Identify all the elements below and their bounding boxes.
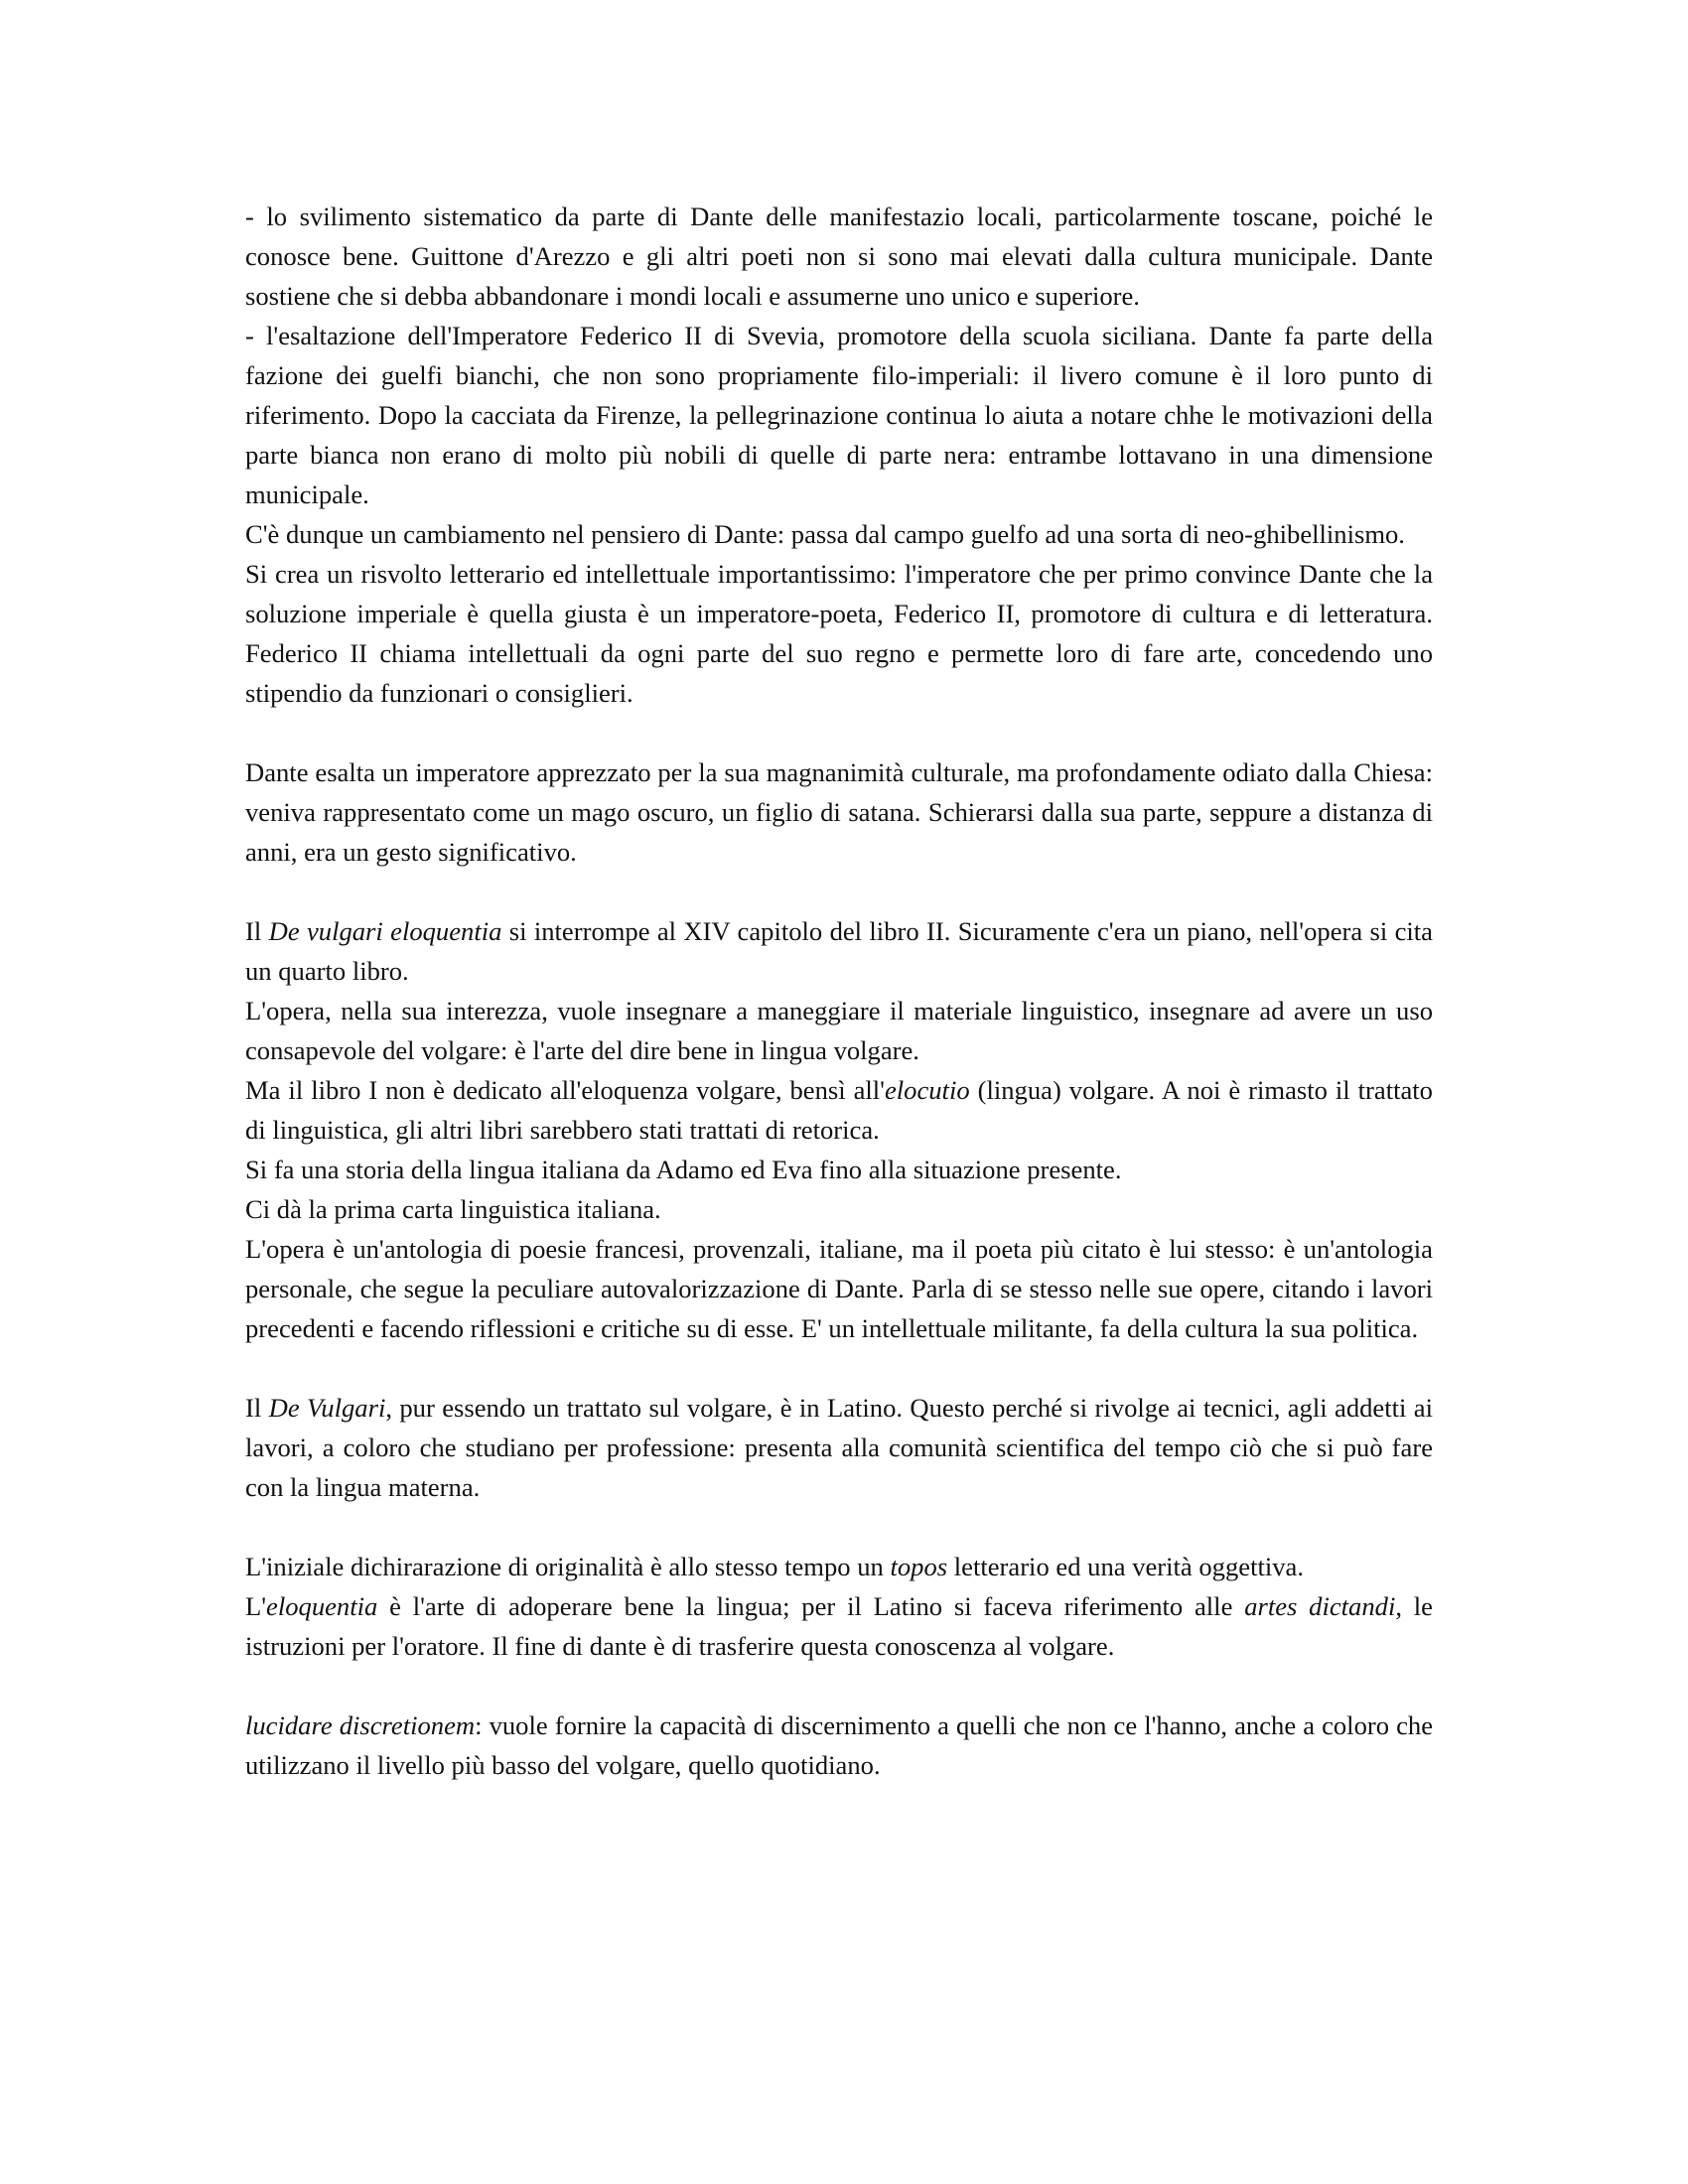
text-run: L' — [245, 1591, 267, 1621]
paragraph — [245, 1229, 1433, 1348]
paragraph — [245, 752, 1433, 872]
paragraph — [245, 554, 1433, 713]
italic-text-run: eloquentia — [266, 1591, 378, 1621]
paragraph — [245, 1189, 1433, 1229]
text-run: - l'esaltazione dell'Imperatore Federico II di Svevia, promotore della scuola siciliana. Dante fa parte della fazione dei guelfi bianchi, che non sono propriamente filo-imperiali: il livero comune è il loro punto di riferimento. Dopo la cacciata da Firenze, la pellegrinazione continua lo aiuta a notare chhe le motivazioni della parte bianca non erano di molto più nobili di quelle di parte nera: entrambe lottavano in una dimensione municipale. — [245, 321, 1433, 509]
paragraph-gap — [245, 1666, 1433, 1706]
text-run: Ma il libro I non è dedicato all'eloquenza volgare, bensì all' — [245, 1075, 885, 1105]
paragraph-gap — [245, 713, 1433, 752]
paragraph — [245, 1070, 1433, 1150]
text-run: L'opera è un'antologia di poesie francesi, provenzali, italiane, ma il poeta più citato è lui stesso: è un'antologia personale, che segue la peculiare autovalorizzazione di Dante. Parla di se stesso nelle sue opere, citando i lavori precedenti e facendo riflessioni e critiche su di esse. E' un intellettuale militante, fa della cultura la sua politica. — [245, 1234, 1433, 1343]
text-run: Il — [245, 916, 269, 946]
text-run: si interrompe al XIV capitolo del libro II. Sicuramente c'era un piano, nell'opera si cita un quarto libro. — [245, 916, 1433, 986]
paragraph-gap — [245, 872, 1433, 911]
paragraph — [245, 316, 1433, 514]
text-run: Si fa una storia della lingua italiana da Adamo ed Eva fino alla situazione presente. — [245, 1155, 1122, 1184]
text-run: , le istruzioni per l'oratore. Il fine di dante è di trasferire questa conoscenza al volgare. — [245, 1591, 1433, 1661]
paragraph — [245, 197, 1433, 316]
text-run: L'opera, nella sua interezza, vuole insegnare a maneggiare il materiale linguistico, insegnare ad avere un uso consapevole del volgare: è l'arte del dire bene in lingua volgare. — [245, 996, 1433, 1065]
italic-text-run: De vulgari eloquentia — [268, 916, 502, 946]
text-run: (lingua) volgare. A noi è rimasto il trattato di linguistica, gli altri libri sarebbero stati trattati di retorica. — [245, 1075, 1433, 1145]
italic-text-run: artes dictandi — [1244, 1591, 1396, 1621]
text-run: Si crea un risvolto letterario ed intellettuale importantissimo: l'imperatore che per primo convince Dante che la soluzione imperiale è quella giusta è un imperatore-poeta, Federico II, promotore di cultura e di letteratura. Federico II chiama intellettuali da ogni parte del suo regno e permette loro di fare arte, concedendo uno stipendio da funzionari o consiglieri. — [245, 559, 1433, 708]
text-run: C'è dunque un cambiamento nel pensiero di Dante: passa dal campo guelfo ad una sorta di neo-ghibellinismo. — [245, 519, 1405, 549]
text-run: è l'arte di adoperare bene la lingua; per il Latino si faceva riferimento alle — [377, 1591, 1245, 1621]
text-run: , pur essendo un trattato sul volgare, è in Latino. Questo perché si rivolge ai tecnici, agli addetti ai lavori, a coloro che studiano per professione: presenta alla comunità scientifica del tempo ciò che si può fare con la lingua materna. — [245, 1393, 1433, 1502]
document-body — [245, 197, 1433, 1785]
italic-text-run: topos — [890, 1552, 948, 1581]
paragraph — [245, 1547, 1433, 1586]
italic-text-run: De Vulgari — [268, 1393, 386, 1423]
paragraph — [245, 1388, 1433, 1507]
text-run: : vuole fornire la capacità di discernimento a quelli che non ce l'hanno, anche a coloro che utilizzano il livello più basso del volgare, quello quotidiano. — [245, 1710, 1433, 1780]
paragraph-gap — [245, 1507, 1433, 1547]
paragraph — [245, 911, 1433, 991]
paragraph — [245, 1150, 1433, 1189]
italic-text-run: elocutio — [884, 1075, 970, 1105]
text-run: Il — [245, 1393, 269, 1423]
paragraph — [245, 1706, 1433, 1785]
paragraph — [245, 1586, 1433, 1666]
text-run: Ci dà la prima carta linguistica italiana. — [245, 1194, 661, 1224]
paragraph — [245, 514, 1433, 554]
italic-text-run: lucidare discretionem — [245, 1710, 476, 1740]
text-run: L'iniziale dichirarazione di originalità è allo stesso tempo un — [245, 1552, 891, 1581]
paragraph-gap — [245, 1348, 1433, 1388]
text-run: - lo svilimento sistematico da parte di Dante delle manifestazio locali, particolarmente toscane, poiché le conosce bene. Guittone d'Arezzo e gli altri poeti non si sono mai elevati dalla cultura municipale. Dante sostiene che si debba abbandonare i mondi locali e assumerne uno unico e superiore. — [245, 202, 1433, 311]
text-run: Dante esalta un imperatore apprezzato per la sua magnanimità culturale, ma profondamente odiato dalla Chiesa: veniva rappresentato come un mago oscuro, un figlio di satana. Schierarsi dalla sua parte, seppure a distanza di anni, era un gesto significativo. — [245, 757, 1433, 867]
text-run: letterario ed una verità oggettiva. — [947, 1552, 1304, 1581]
paragraph — [245, 991, 1433, 1070]
